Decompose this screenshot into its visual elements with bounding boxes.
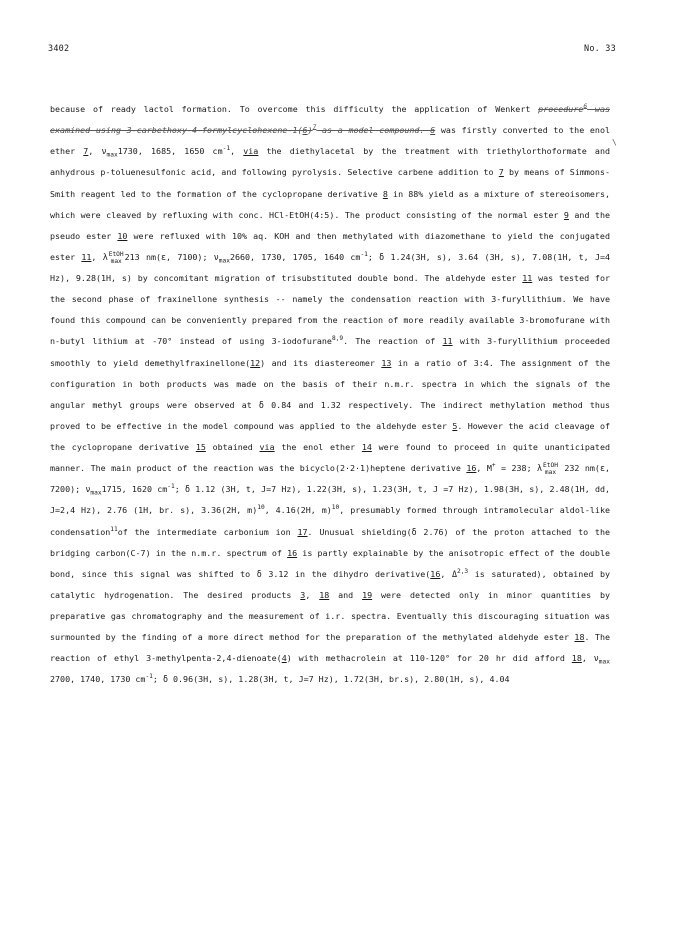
margin-mark: \ — [612, 138, 617, 147]
paragraph-text: because of ready lactol formation. To overcome this difficulty the application of Wenkert procedure$^6$ was examined using $3-carbethoxy-4-formylcyclohexene-1(6)^7$ as a model compound. 6 was firstly converted to the enol ether 7, $\nu_{max}1730$, 1685, 1650 $cm^{-1}$, via the diethylacetal by the treatment with triethylorthoformate and anhydrous p-toluenesulfonic acid, and following pyrolysis. Selective carbene addition to 7 by means of Simmons-Smith reagent led to the formation of the cyclopropane derivative 8 in 88% yield as a mixture of stereoisomers, which were cleaved by refluxing with conc. HCl-EtOH(4:5). The product consisting of the normal ester 9 and the pseudo ester 10 were refluxed with 10% aq. KOH and then methylated with diazomethane to yield the conjugated ester 11, λ EtOH max 213 nm(ε, 7100); $\nu_{max}2660$, 1730, 1705, 1640 $cm^{-1}$; δ 1.24(3H, s), 3.64 (3H, s), 7.08(1H, t, J=4 Hz), 9.28(1H, s) by concomitant migration of trisubstituted double bond. The aldehyde ester 11 was tested for the second phase of fraxinellone synthesis -- namely the condensation reaction with 3-furyllithium. We have found this compound can be conveniently prepared from the reaction of more readily available 3-bromofurane with n-butyl lithium at -70° instead of using 3-iodofurane$^{8,9}$. The reaction of 11 with 3-furyllithium proceeded smoothly to yield demethylfraxinellone(12) and its diastereomer 13 in a ratio of 3:4. The assignment of the configuration in both products was made on the basis of their n.m.r. spectra in which the signals of the angular methyl groups were observed at δ 0.84 and 1.32 respectively. The indirect methylation method thus proved to be effective in the model compound was applied to the aldehyde ester 5. However the acid cleavage of the cyclopropane derivative 15 obtained via the enol ether 14 were found to proceed in quite unanticipated manner. The main product of the reaction was the bicyclo(2·2·1)heptene derivative 16, M+ = 238; λ EtOH max 232 nm(ε, 7200); $\nu_{max}1715$, 1620 $cm^{-1}$; δ 1.12 (3H, t, J=7 Hz), 1.22(3H, s), 1.23(3H, t, J =7 Hz), 1.98(3H, s), 2.48(1H, dd, J=2,4 Hz), 2.76 (1H, br. s), 3.36(2H, m)$^{10}$, 4.16(2H, m)$^{10}$, presumably formed through intramolecular aldol-like condensation$^{11}$of the intermediate carbonium ion 17. Unusual shielding(δ 2.76) of the proton attached to the bridging carbon(C-7) in the n.m.r. spectrum of 16 is partly explainable by the anisotropic effect of the double bond, since this signal was shifted to δ 3.12 in the dihydro derivative(16, Δ$^{2,3}$ is saturated), obtained by catalytic hydrogenation. The desired products 3, 18 and 19 were detected only in minor quantities by preparative gas chromatography and the measurement of i.r. spectra. Eventually this discouraging situation was surmounted by the finding of a more direct method for the preparation of the methylated aldehyde ester 18. The reaction of ethyl 3-methylpenta-2,4-dienoate(4) with methacrolein at 110-120° for 20 hr did afford 18, $\nu_{max}$ 2700, 1740, 1730 $cm^{-1}$; δ 0.96(3H, s), 1.28(3H, t, J=7 Hz), 1.72(3H, br.s), 2.80(1H, s), 4.04 — [50, 103, 611, 685]
journal-issue: No. 33 — [584, 44, 616, 54]
struck-text: procedure$^6$ was examined using $3-carbethoxy-4-formylcyclohexene-1(6)^7$ as a model compound. 6 — [50, 103, 610, 136]
page-number: 3402 — [48, 44, 70, 54]
body-paragraph — [50, 99, 610, 691]
